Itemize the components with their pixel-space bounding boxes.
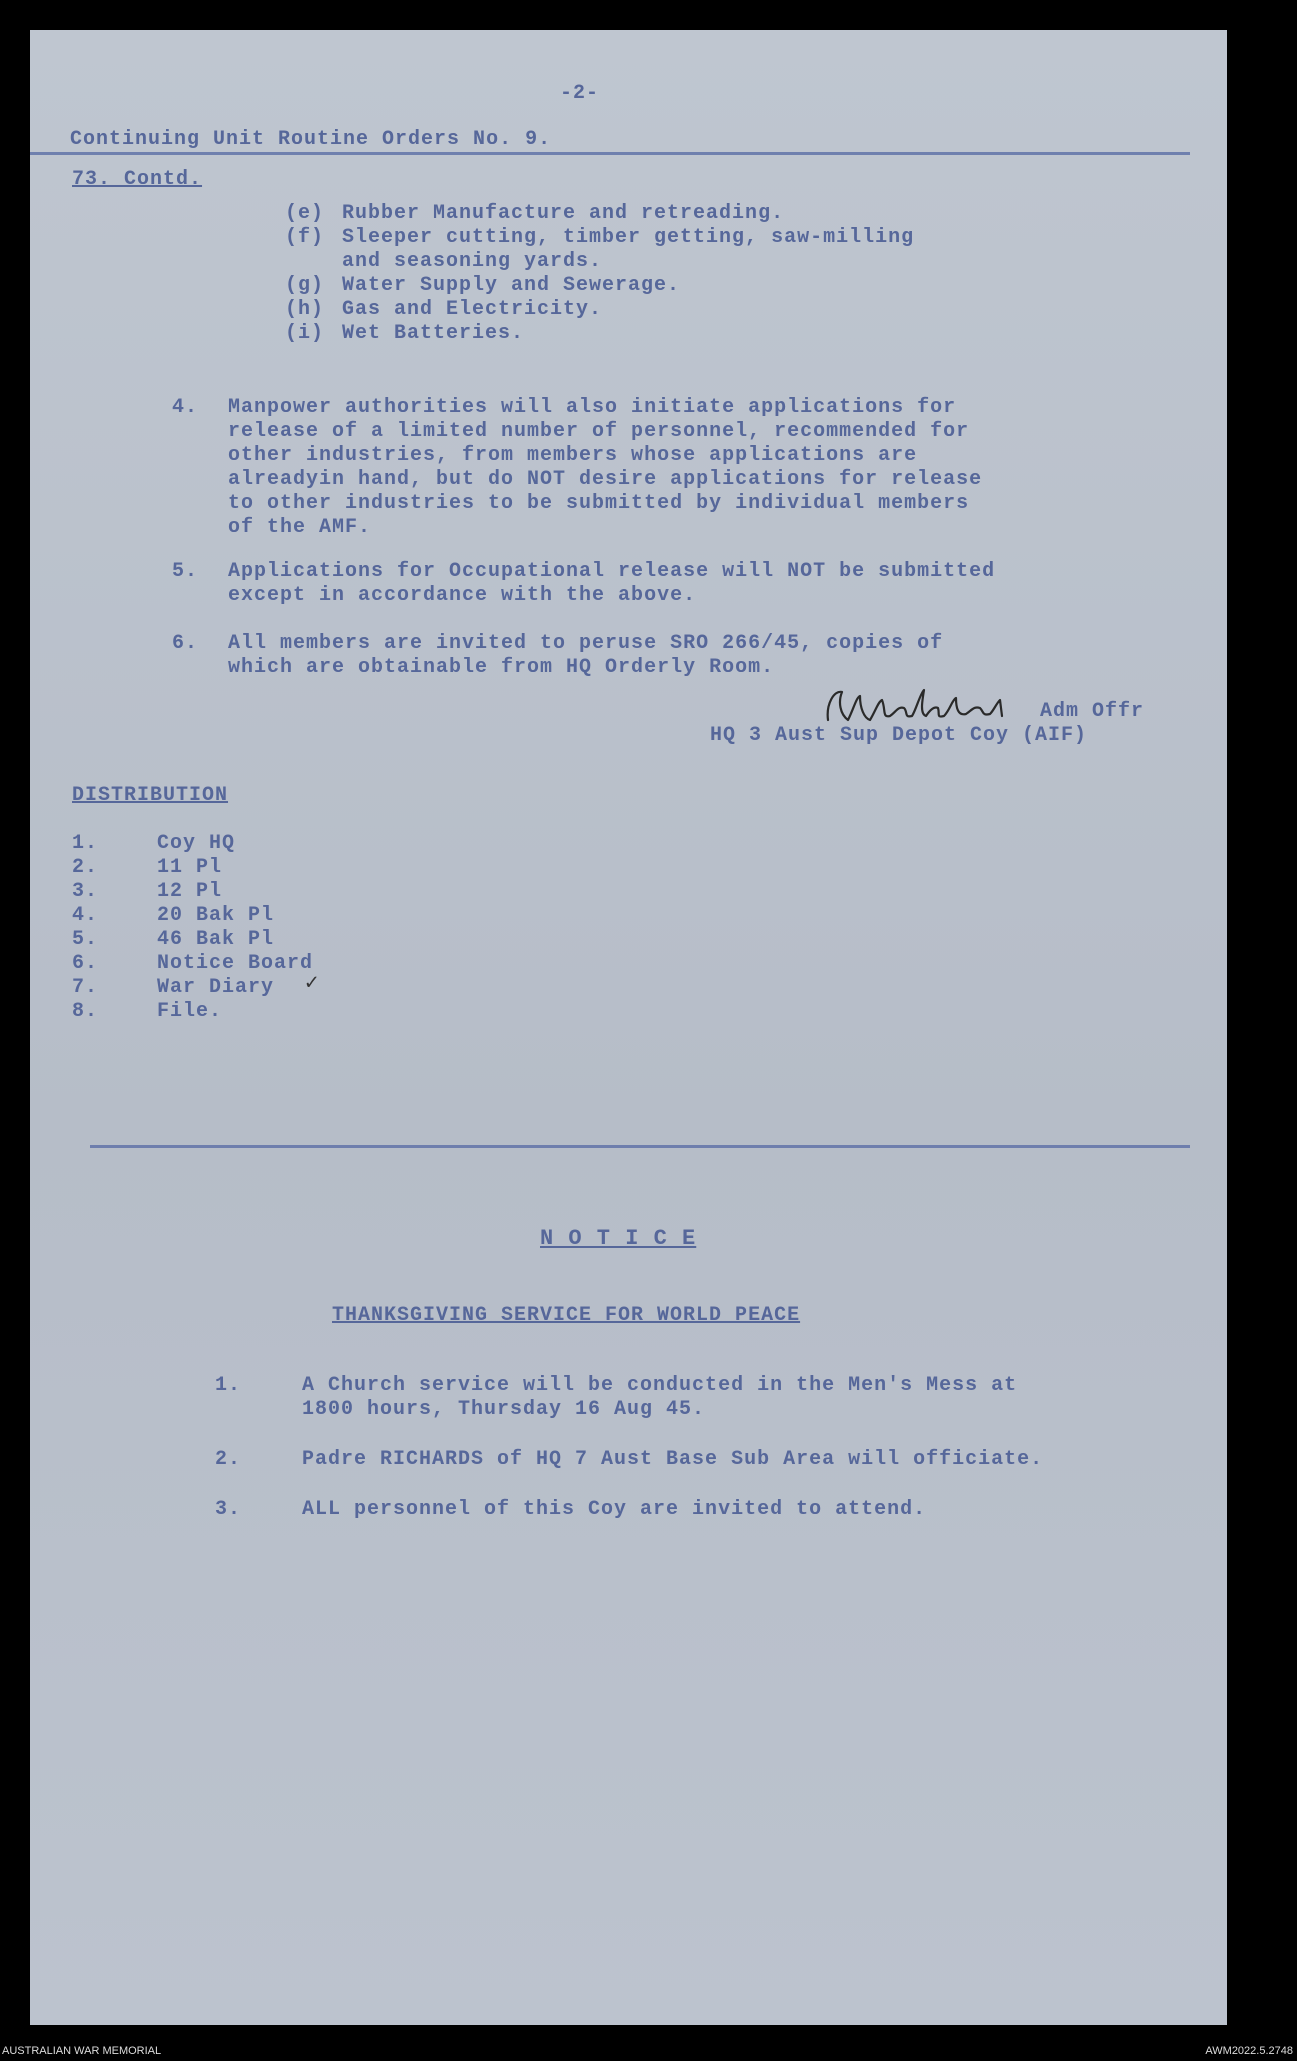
paragraph-line: alreadyin hand, but do NOT desire applications for release bbox=[228, 468, 983, 491]
paragraph-line: Applications for Occupational release will NOT be submitted bbox=[228, 560, 996, 583]
distribution-item: War Diary bbox=[157, 976, 275, 999]
list-item-text: Gas and Electricity. bbox=[342, 298, 603, 321]
paragraph-line: Manpower authorities will also initiate applications for bbox=[228, 396, 957, 419]
list-item-text: and seasoning yards. bbox=[342, 250, 603, 273]
distribution-title: DISTRIBUTION bbox=[72, 784, 229, 807]
notice-item-line: A Church service will be conducted in the Men's Mess at bbox=[302, 1374, 1018, 1397]
list-item-text: Rubber Manufacture and retreading. bbox=[342, 202, 785, 225]
notice-item-line: 1800 hours, Thursday 16 Aug 45. bbox=[302, 1398, 706, 1421]
paragraph-line: which are obtainable from HQ Orderly Room. bbox=[228, 656, 775, 679]
checkmark-icon: ✓ bbox=[305, 971, 319, 996]
signature-title: Adm Offr bbox=[1040, 700, 1145, 723]
paragraph-line: All members are invited to peruse SRO 266/45, copies of bbox=[228, 632, 944, 655]
list-item-label: (g) bbox=[285, 274, 325, 297]
paragraph-number: 4. bbox=[172, 396, 199, 419]
distribution-number: 1. bbox=[72, 832, 99, 855]
notice-item-line: Padre RICHARDS of HQ 7 Aust Base Sub Area will officiate. bbox=[302, 1448, 1044, 1471]
header-rule bbox=[30, 152, 1190, 155]
distribution-number: 8. bbox=[72, 1000, 99, 1023]
list-item-label: (i) bbox=[285, 322, 325, 345]
notice-title: N O T I C E bbox=[540, 1226, 697, 1251]
distribution-number: 2. bbox=[72, 856, 99, 879]
notice-item-number: 3. bbox=[215, 1498, 242, 1521]
notice-item-number: 1. bbox=[215, 1374, 242, 1397]
distribution-number: 7. bbox=[72, 976, 99, 999]
list-item-text: Wet Batteries. bbox=[342, 322, 525, 345]
notice-item-number: 2. bbox=[215, 1448, 242, 1471]
section-label: 73. Contd. bbox=[72, 168, 203, 191]
notice-item-line: ALL personnel of this Coy are invited to attend. bbox=[302, 1498, 927, 1521]
list-item-label: (e) bbox=[285, 202, 325, 225]
list-item-text: Sleeper cutting, timber getting, saw-milling bbox=[342, 226, 915, 249]
distribution-item: 12 Pl bbox=[157, 880, 223, 903]
notice-subtitle: THANKSGIVING SERVICE FOR WORLD PEACE bbox=[332, 1304, 801, 1327]
paragraph-line: of the AMF. bbox=[228, 516, 372, 539]
page-number: -2- bbox=[560, 82, 600, 105]
document-heading: Continuing Unit Routine Orders No. 9. bbox=[70, 128, 552, 151]
section-rule bbox=[90, 1145, 1190, 1148]
paragraph-line: to other industries to be submitted by individual members bbox=[228, 492, 970, 515]
distribution-item: Coy HQ bbox=[157, 832, 236, 855]
distribution-number: 5. bbox=[72, 928, 99, 951]
distribution-item: 46 Bak Pl bbox=[157, 928, 275, 951]
footer-accession: AWM2022.5.2748 bbox=[1205, 2045, 1293, 2057]
distribution-number: 3. bbox=[72, 880, 99, 903]
distribution-item: File. bbox=[157, 1000, 223, 1023]
paragraph-number: 5. bbox=[172, 560, 199, 583]
distribution-number: 4. bbox=[72, 904, 99, 927]
list-item-text: Water Supply and Sewerage. bbox=[342, 274, 681, 297]
distribution-item: 20 Bak Pl bbox=[157, 904, 275, 927]
signature-unit: HQ 3 Aust Sup Depot Coy (AIF) bbox=[710, 724, 1088, 747]
document-page bbox=[30, 30, 1227, 2025]
paragraph-number: 6. bbox=[172, 632, 199, 655]
footer-credit: AUSTRALIAN WAR MEMORIAL bbox=[2, 2045, 162, 2057]
distribution-item: 11 Pl bbox=[157, 856, 223, 879]
distribution-number: 6. bbox=[72, 952, 99, 975]
paragraph-line: except in accordance with the above. bbox=[228, 584, 697, 607]
list-item-label: (h) bbox=[285, 298, 325, 321]
list-item-label: (f) bbox=[285, 226, 325, 249]
paragraph-line: other industries, from members whose applications are bbox=[228, 444, 918, 467]
distribution-item: Notice Board bbox=[157, 952, 314, 975]
paragraph-line: release of a limited number of personnel, recommended for bbox=[228, 420, 970, 443]
